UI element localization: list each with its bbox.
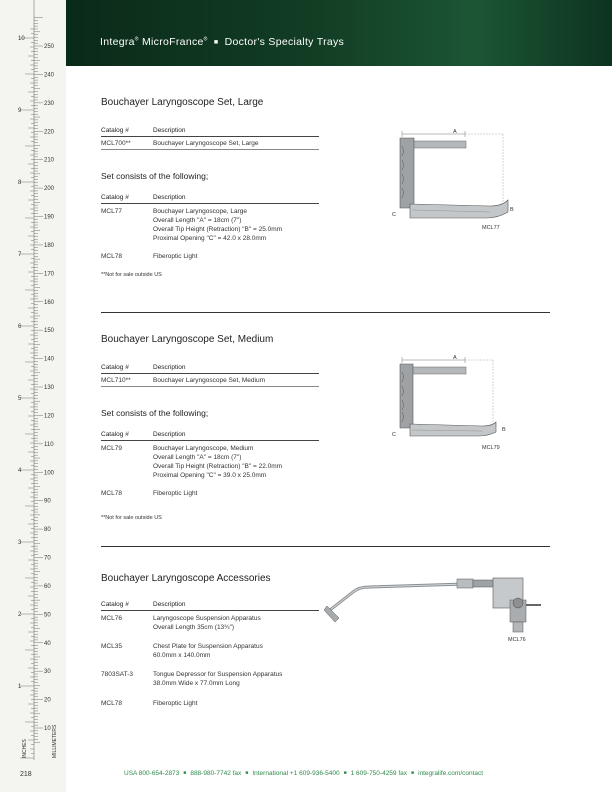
brand-integra: Integra — [100, 36, 135, 48]
table-rule — [101, 386, 319, 387]
set-description: Bouchayer Laryngoscope Set, Medium — [153, 377, 266, 384]
ruler-millimeters-label: MILLIMETERS — [52, 724, 58, 758]
ruler-inch-label: 7 — [18, 252, 22, 258]
laryngoscope-blade — [410, 422, 496, 436]
set-catalog-number: MCL710** — [101, 377, 131, 384]
ruler-mm-label: 200 — [44, 186, 55, 193]
image-caption: MCL77 — [482, 225, 500, 231]
item-description-line: Proximal Opening "C" = 39.0 x 25.0mm — [153, 472, 267, 479]
ruler-mm-label: 30 — [44, 669, 51, 676]
item-description-line: Overall Length "A" = 18cm (7") — [153, 454, 242, 461]
laryngoscope-light-channel — [408, 141, 466, 148]
col-header-catalog: Catalog # — [101, 601, 129, 608]
item-catalog-number: MCL77 — [101, 208, 122, 215]
page-header-title — [100, 36, 344, 48]
ruler-mm-label: 170 — [44, 271, 55, 278]
col-header-catalog: Catalog # — [101, 127, 129, 134]
table-rule — [101, 203, 319, 204]
dimension-label-a: A — [453, 129, 457, 135]
apparatus-rod — [330, 584, 465, 610]
ruler-inch-label: 4 — [18, 468, 22, 474]
ruler-inch-label: 3 — [18, 540, 22, 546]
separator-square: ■ — [411, 770, 415, 776]
ruler-inch-label: 1 — [18, 684, 22, 690]
dimension-label-a: A — [453, 355, 457, 361]
ruler-inch-label: 9 — [18, 108, 22, 114]
item-description-line: 60.0mm x 140.0mm — [153, 652, 211, 659]
item-description-line: Bouchayer Laryngoscope, Large — [153, 208, 247, 215]
table-rule — [101, 610, 319, 611]
item-description-line: 38.0mm Wide x 77.0mm Long — [153, 680, 240, 687]
col-header-description: Description — [153, 364, 186, 371]
sale-restriction-note: **Not for sale outside US — [101, 515, 162, 521]
section-divider — [101, 546, 550, 547]
ruler-mm-label: 180 — [44, 242, 55, 249]
item-description-line: Fiberoptic Light — [153, 253, 198, 260]
col-header-description: Description — [153, 601, 186, 608]
set-description: Bouchayer Laryngoscope Set, Large — [153, 140, 259, 147]
ruler-inch-label: 2 — [18, 612, 22, 618]
ruler-mm-label: 240 — [44, 72, 55, 79]
item-description-line: Overall Length "A" = 18cm (7") — [153, 217, 242, 224]
contact-footer — [124, 770, 483, 777]
ruler-mm-label: 250 — [44, 44, 55, 50]
dimension-label-c: C — [392, 212, 396, 218]
col-header-catalog: Catalog # — [101, 431, 129, 438]
item-description-line: Proximal Opening "C" = 42.0 x 28.0mm — [153, 235, 267, 242]
col-header-description: Description — [153, 194, 186, 201]
col-header-catalog: Catalog # — [101, 194, 129, 201]
set-catalog-number: MCL700** — [101, 140, 131, 147]
laryngoscope-handle — [400, 364, 413, 428]
table-rule — [101, 149, 319, 150]
item-catalog-number: MCL78 — [101, 253, 122, 260]
item-catalog-number: MCL78 — [101, 490, 122, 497]
ruler-mm-label: 70 — [44, 555, 51, 562]
item-description-line: Overall Tip Height (Retraction) "B" = 22.0mm — [153, 463, 283, 470]
laryngoscope-medium-image — [390, 352, 515, 452]
sale-restriction-note: **Not for sale outside US — [101, 272, 162, 278]
ruler-mm-label: 20 — [44, 697, 51, 704]
item-catalog-number: MCL76 — [101, 615, 122, 622]
ruler-graphic — [0, 0, 66, 792]
ruler-mm-label: 80 — [44, 527, 51, 534]
item-description-line: Tongue Depressor for Suspension Apparatus — [153, 671, 283, 678]
footer-website[interactable]: integralife.com/contact — [418, 770, 484, 777]
image-caption: MCL76 — [508, 637, 526, 643]
suspension-apparatus-image — [325, 570, 550, 645]
header-subtitle: Doctor's Specialty Trays — [224, 36, 345, 48]
registered-mark: ® — [203, 36, 208, 43]
ruler-inches-label: INCHES — [22, 739, 28, 758]
ruler-mm-label: 120 — [44, 413, 55, 420]
page-number: 218 — [20, 771, 32, 778]
separator-square: ■ — [213, 39, 219, 46]
dimension-label-b: B — [502, 427, 506, 433]
laryngoscope-blade — [410, 200, 508, 218]
separator-square: ■ — [183, 770, 187, 776]
col-header-description: Description — [153, 431, 186, 438]
col-header-description: Description — [153, 127, 186, 134]
item-description-line: Overall Tip Height (Retraction) "B" = 25.0mm — [153, 226, 283, 233]
ruler-mm-label: 210 — [44, 157, 55, 164]
section-title-accessories: Bouchayer Laryngoscope Accessories — [101, 573, 271, 584]
item-catalog-number: 7803SAT-3 — [101, 671, 134, 678]
set-consists-heading: Set consists of the following; — [101, 171, 209, 181]
image-caption: MCL79 — [482, 445, 500, 451]
ruler-mm-label: 150 — [44, 328, 55, 335]
brand-microfrance: MicroFrance — [142, 36, 204, 48]
table-rule — [101, 440, 319, 441]
dimension-label-c: C — [392, 432, 396, 438]
set-consists-heading: Set consists of the following; — [101, 408, 209, 418]
ruler-inch-label: 5 — [18, 396, 22, 402]
item-description-line: Fiberoptic Light — [153, 700, 198, 707]
ruler-mm-label: 60 — [44, 583, 51, 590]
ruler-mm-label: 90 — [44, 498, 51, 505]
item-description-line: Fiberoptic Light — [153, 490, 198, 497]
item-description-line: Bouchayer Laryngoscope, Medium — [153, 445, 254, 452]
item-catalog-number: MCL78 — [101, 700, 122, 707]
footer-usa-phone: USA 800-654-2873 — [124, 770, 180, 777]
ruler-mm-label: 110 — [44, 441, 54, 448]
laryngoscope-large-image — [390, 126, 520, 236]
ruler-inch-label: 8 — [18, 180, 22, 186]
separator-square: ■ — [343, 770, 347, 776]
ruler-mm-label: 190 — [44, 214, 55, 221]
separator-square: ■ — [245, 770, 249, 776]
ruler-mm-label: 230 — [44, 100, 55, 107]
item-catalog-number: MCL35 — [101, 643, 122, 650]
ruler-mm-label: 10 — [44, 726, 51, 732]
laryngoscope-light-channel — [408, 367, 466, 374]
ruler-mm-label: 220 — [44, 129, 55, 136]
item-description-line: Overall Length 35cm (13¾") — [153, 624, 235, 631]
item-description-line: Chest Plate for Suspension Apparatus — [153, 643, 263, 650]
registered-mark: ® — [134, 36, 139, 43]
ruler-mm-label: 40 — [44, 640, 51, 647]
ruler-mm-label: 130 — [44, 385, 55, 391]
ruler-inch-label: 10 — [18, 36, 25, 42]
ruler-inch-label: 6 — [18, 324, 22, 330]
col-header-catalog: Catalog # — [101, 364, 129, 371]
section-title-large: Bouchayer Laryngoscope Set, Large — [101, 97, 264, 108]
ruler-mm-label: 140 — [44, 356, 55, 363]
ruler-mm-label: 100 — [44, 470, 55, 477]
table-rule — [101, 373, 319, 374]
footer-fax: 888-980-7742 fax — [190, 770, 242, 777]
footer-international-fax: 1 609-750-4259 fax — [350, 770, 408, 777]
section-divider — [101, 312, 550, 313]
table-rule — [101, 136, 319, 137]
footer-international-phone: International +1 609-936-5400 — [252, 770, 340, 777]
ruler-mm-label: 160 — [44, 299, 55, 306]
section-title-medium: Bouchayer Laryngoscope Set, Medium — [101, 334, 274, 345]
measurement-ruler — [0, 0, 66, 792]
item-catalog-number: MCL79 — [101, 445, 122, 452]
ruler-mm-label: 50 — [44, 612, 51, 619]
page-header-banner — [66, 0, 612, 66]
dimension-label-b: B — [510, 207, 514, 213]
item-description-line: Laryngoscope Suspension Apparatus — [153, 615, 261, 622]
